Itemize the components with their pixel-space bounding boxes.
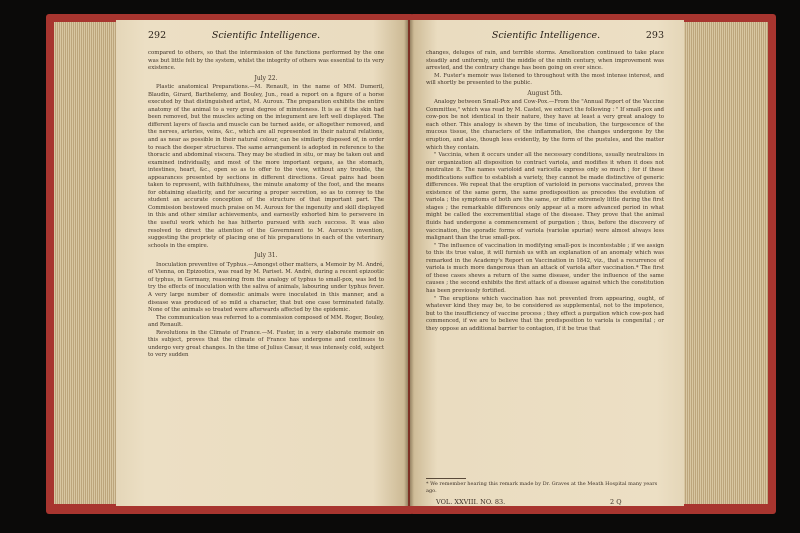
page-number-left: 292 <box>148 30 167 41</box>
signature-mark: 2 Q <box>610 498 622 506</box>
running-head-title-right: Scientific Intelligence. <box>491 30 601 41</box>
volume-line: VOL. XXVIII. NO. 83. <box>436 498 506 506</box>
date-heading: July 22. <box>254 74 278 82</box>
paragraph: The communication was referred to a commission composed of MM. Roger, Bouley, and Renault. <box>148 314 385 329</box>
page-edges-right <box>684 22 768 504</box>
footnote-rule <box>426 478 466 479</box>
paragraph: " The eruptions which vaccination has not prevented from appearing, ought, of whatever kind they may be, to be considered as supplemental, not to the impotence, but to the insufficiency of vaccine process ; they effect a purgation which cow-pox had commenced, if we are to believe that the predisposition to variola is congenital ; or they oppose an additional barrier to contagion, if it be true that <box>426 295 664 332</box>
left-page-body <box>148 50 384 360</box>
footnote <box>426 478 664 495</box>
date-heading: July 31. <box>254 252 278 260</box>
right-page-body <box>426 50 664 333</box>
running-head-title-left: Scientific Intelligence. <box>211 30 321 41</box>
page-number-right: 293 <box>645 30 664 41</box>
paragraph: " Vaccinia, when it occurs under all the necessary conditions, usually neutralizes in our organization all disposition to contract variola, and modifies it when it does not neutralize it. The names varioloid and varicella express only so much ; for if these modifications suffice to establish a variety, they cannot be made distinctive of generic differences. We repeat that the eruption of varioloid in persons vaccinated, proves the existence of the same germ, the same predisposition as precedes the evolution of variola ; the symptoms of both are the same, or differ extremely little during the first stages ; the remarkable differences only appear at a more advanced period in what might be called the excrementitial stage of the disease. They prove that the animal fluids had undergone a commencement of purgation ; thus, before the discovery of vaccination, the sporadic forms of variola (variolæ spuriæ) were almost always less malignant than the true small-pox. <box>426 152 664 242</box>
paragraph: M. Fuster's memoir was listened to throughout with the most intense interest, and will shortly be presented to the public. <box>426 72 664 87</box>
paragraph: Revolutions in the Climate of France.—M. Fuster, in a very elaborate memoir on this subject, proves that the climate of France has undergone and continues to undergo very great changes. In the time of Julius Cæsar, it was intensely cold, subject to very sudden <box>148 329 384 359</box>
paragraph: Analogy between Small-Pox and Cow-Pox.—From the "Annual Report of the Vaccine Committee," which was read by M. Castel, we extract the following : " If small-pox and cow-pox be not identical in their nature, they have at least a very great analogy to each other. This analogy is shewn by the time of incubation, the turgescence of the mucous tissue, the characters of the inflammation, the changes undergone by the eruption, and also, though less evidently, by the form of the pustules, and the matter which they contain. <box>426 99 664 151</box>
paragraph: compared to others, so that the intermission of the functions performed by the one was but little felt by the system, whilst the integrity of others was essential to its very existence. <box>148 50 384 72</box>
paragraph: " The influence of vaccination in modifying small-pox is incontestable ; if we assign to this its true value, it will furnish us with an explanation of an anomaly which was remarked in the Academy's Report on Vaccination in 1842, viz., that a recurrence of variola is much more dangerous than an attack of variola after vaccination.* The first of these cases shews a return of the same disease, under the influence of the same causes ; the second exhibits the first attack of a disease against which the constitution has been previously fortified. <box>426 242 664 294</box>
page-edges-left <box>54 22 116 504</box>
book-gutter <box>404 20 414 506</box>
date-heading: August 5th. <box>527 89 563 97</box>
paragraph: Inoculation preventive of Typhus.—Amongst other matters, a Memoir by M. André, of Vienna, on Epizootics, was read by M. Pariset. M. André, during a recent epizootic of typhus, in Germany, reasoning from the analogy of typhus to small-pox, was led to try the effects of inoculation with the saliva of animals, labouring under typhus fever. A very large number of domestic animals were inoculated in this manner, and a disease was produced of so mild a character, that but one case terminated fatally. None of the animals so treated were afterwards affected by the epidemic. <box>148 261 384 314</box>
footnote-text: * We remember hearing this remark made by Dr. Graves at the Meath Hospital many years ago. <box>426 481 658 494</box>
paragraph: Plastic anatomical Preparations.—M. Renault, in the name of MM. Dumeril, Blaudin, Girard, Barthelemy, and Bouley, Jun., read a report on a figure of a horse executed by that distinguished artist, M. Auroux. The preparation exhibits the entire anatomy of the animal to a very great degree of minuteness. It is as if the skin had been removed, but the muscles acting on the integument are left well displayed. The different layers of fascia and muscle can be turned aside, or altogether removed, and the nerves, arteries, veins, &c., which are all represented in their natural relations, and as near as possible in their natural colour, can be similarly disposed of, in order to reach the deeper structures. The same arrangement is adopted in reference to the thoracic and abdominal viscera. They may be studied in situ, or may be taken out and examined individually, and most of the more important organs, as the stomach, intestines, heart, &c., open so as to offer to the view, without any trouble, the appearances presented by sections in different directions. Great pains had been taken to represent, with faithfulness, the minute anatomy of the foot, and the means for obtaining elasticity, and for securing a proper secretion, so as to convey to the student an accurate conception of the structure of that important part. The Commission bestowed much praise on M. Auroux for the ingenuity and skill displayed in this and other similar achievements, and earnestly exhorted him to persevere in the useful work which he has hitherto pursued with such success. It was also resolved to direct the attention of the Government to M. Auroux's invention, suggesting the propriety of placing one of his preparations in each of the veterinary schools in the empire. <box>148 84 384 249</box>
paragraph: changes, deluges of rain, and terrible storms. Amelioration continued to take place steadily and uniformly, until the middle of the ninth century, when improvement was arrested, and the contrary change has been going on ever since. <box>426 50 664 72</box>
